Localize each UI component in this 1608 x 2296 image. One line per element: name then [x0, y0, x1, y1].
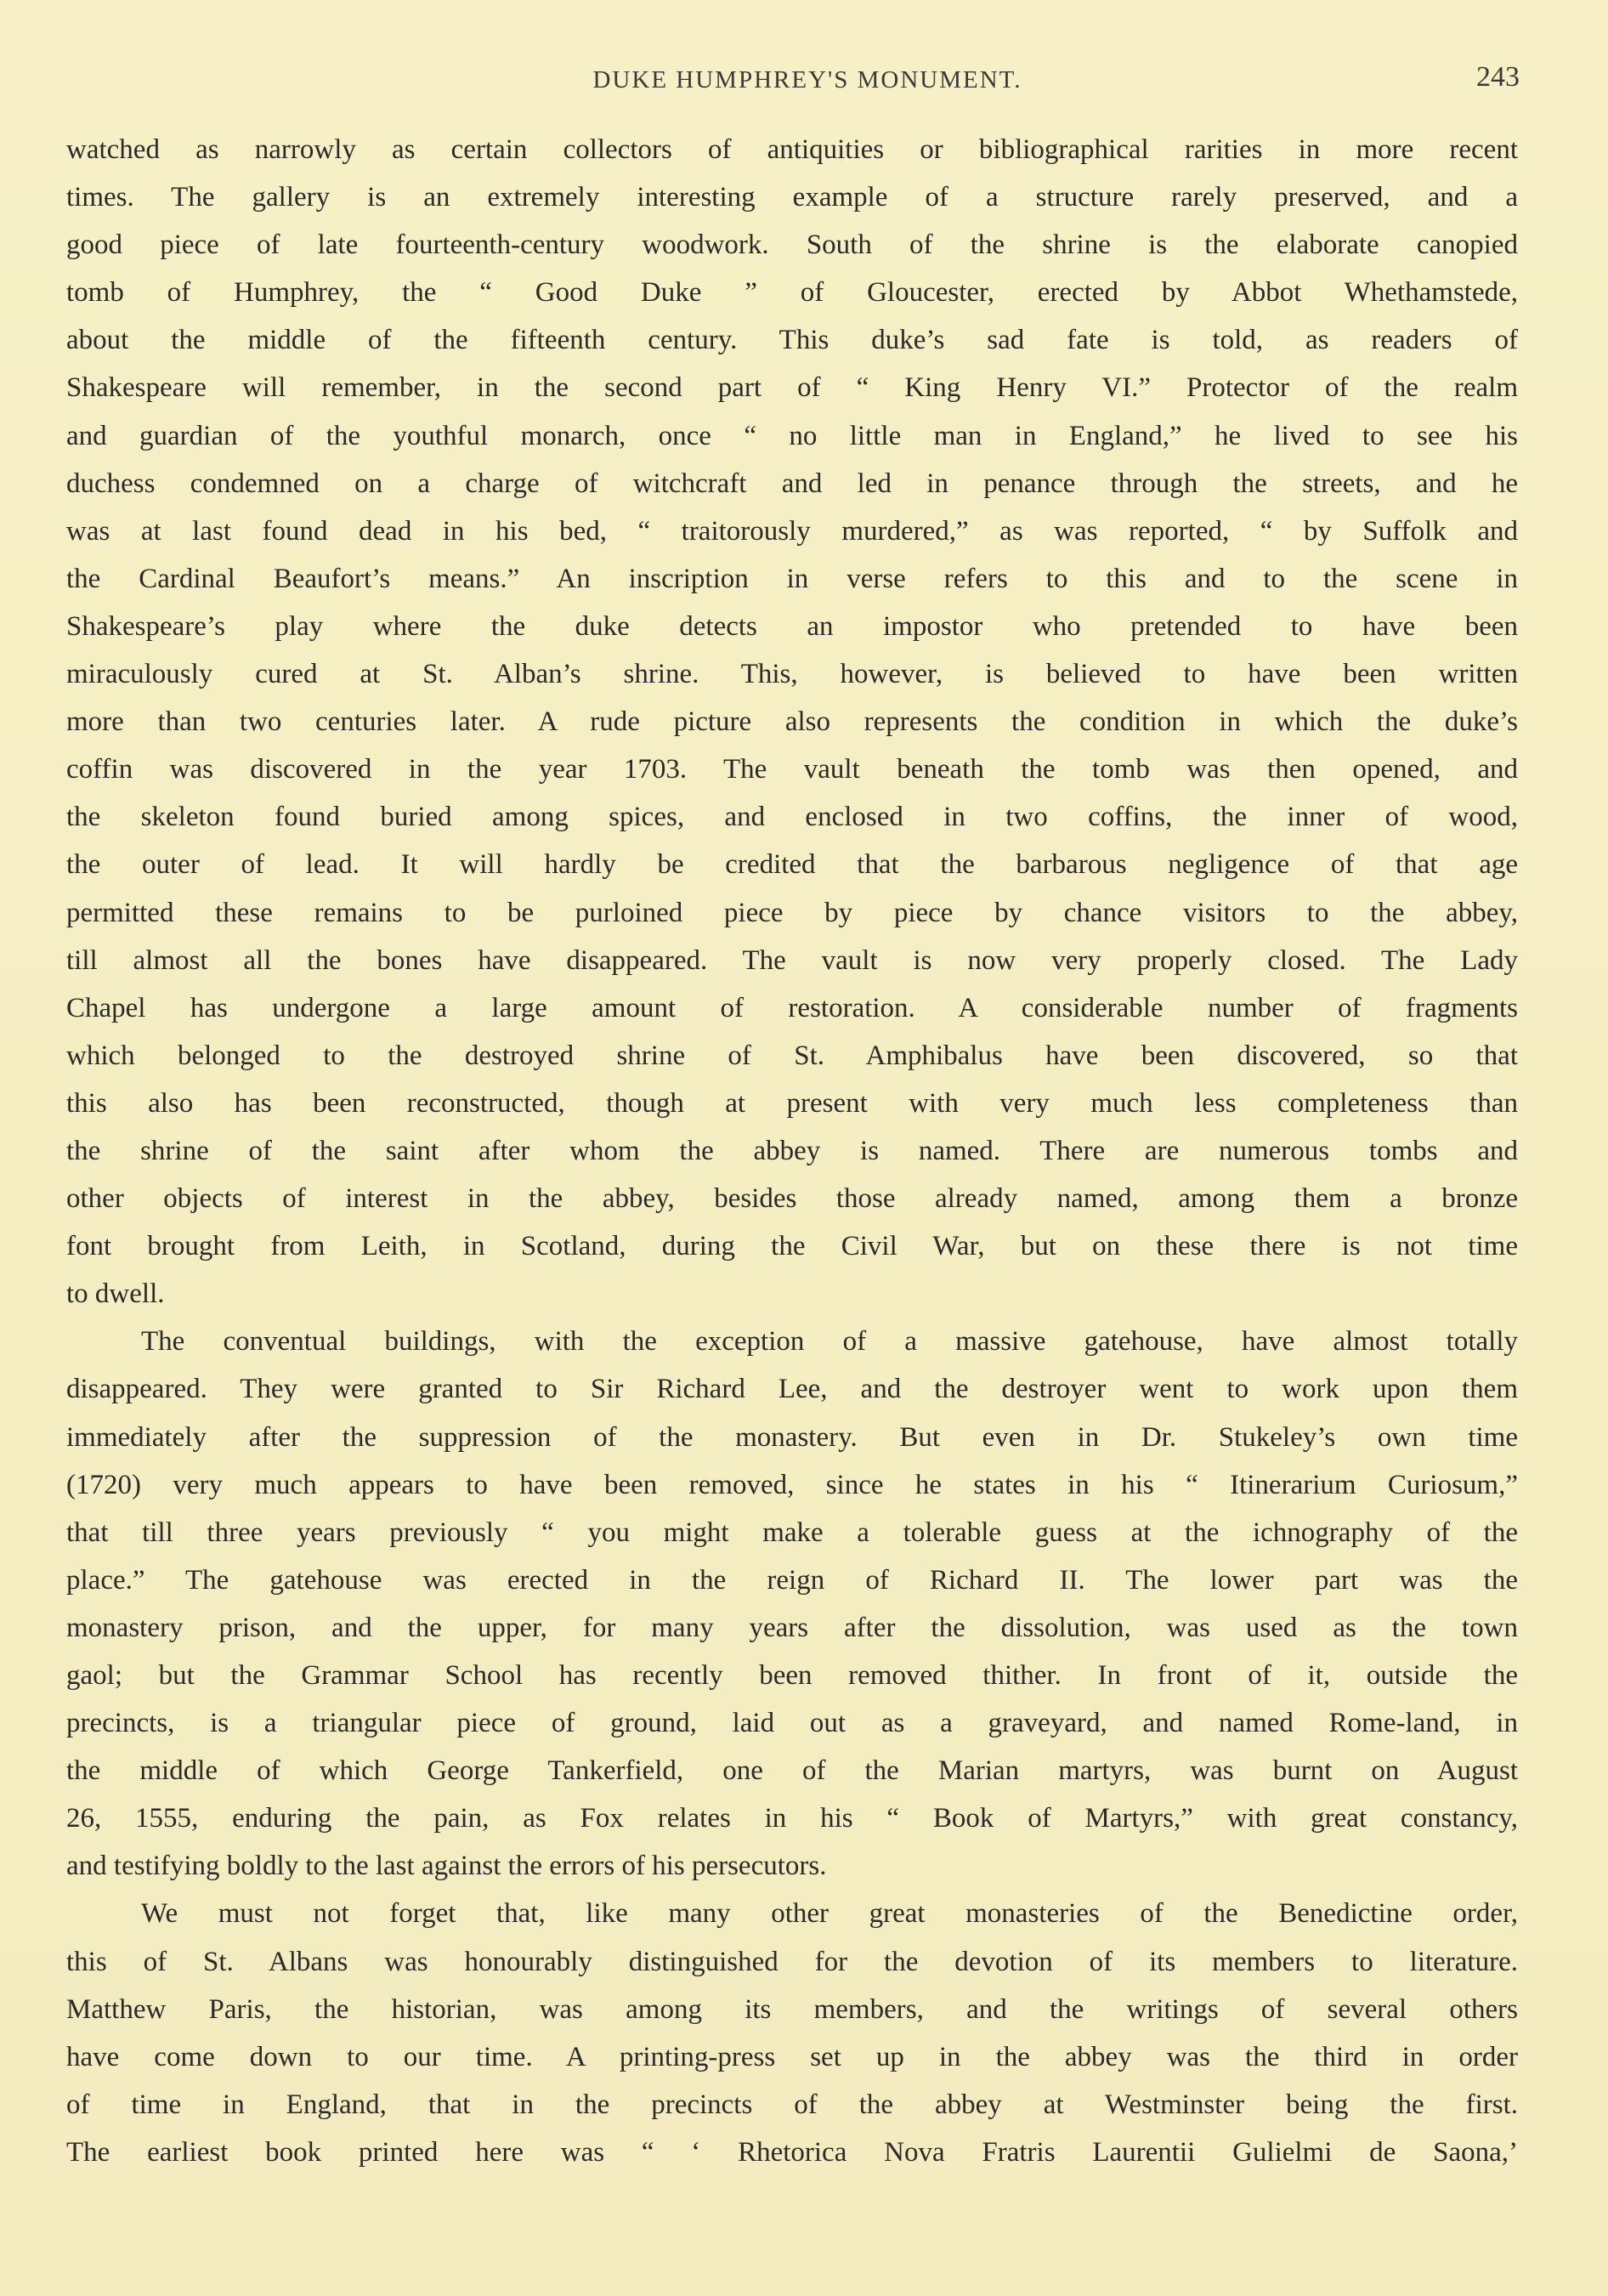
text-line: disappeared. They were granted to Sir Richard Lee, and the destroyer went to work upon them [66, 1374, 1518, 1405]
text-line: monastery prison, and the upper, for many years after the dissolution, was used as the town [66, 1612, 1518, 1643]
text-line: duchess condemned on a charge of witchcraft and led in penance through the streets, and he [66, 468, 1518, 499]
text-line: was at last found dead in his bed, “ traitorously murdered,” as was reported, “ by Suffolk and [66, 515, 1518, 547]
text-line: till almost all the bones have disappeared. The vault is now very properly closed. The Lady [66, 944, 1518, 976]
text-line: other objects of interest in the abbey, besides those already named, among them a bronze [66, 1183, 1518, 1215]
text-line: coffin was discovered in the year 1703. The vault beneath the tomb was then opened, and [66, 754, 1518, 785]
running-title: DUKE HUMPHREY'S MONUMENT. [592, 66, 1022, 94]
text-line: and guardian of the youthful monarch, once “ no little man in England,” he lived to see his [66, 420, 1518, 451]
text-line: The conventual buildings, with the exception of a massive gatehouse, have almost totally [141, 1326, 1518, 1358]
text-line: (1720) very much appears to have been removed, since he states in his “ Itinerarium Curiosum,” [66, 1469, 1518, 1500]
text-line: precincts, is a triangular piece of ground, laid out as a graveyard, and named Rome-land, in [66, 1708, 1518, 1739]
text-line: place.” The gatehouse was erected in the reign of Richard II. The lower part was the [66, 1564, 1518, 1596]
text-line: font brought from Leith, in Scotland, during the Civil War, but on these there is not time [66, 1231, 1518, 1262]
text-line: permitted these remains to be purloined piece by piece by chance visitors to the abbey, [66, 897, 1518, 928]
text-line: the outer of lead. It will hardly be credited that the barbarous negligence of that age [66, 849, 1518, 881]
text-line: which belonged to the destroyed shrine of St. Amphibalus have been discovered, so that [66, 1040, 1518, 1071]
page-number: 243 [1476, 61, 1520, 93]
text-line: that till three years previously “ you might make a tolerable guess at the ichnography of the [66, 1516, 1518, 1548]
text-line: the skeleton found buried among spices, and enclosed in two coffins, the inner of wood, [66, 802, 1518, 833]
paragraph [66, 1318, 1518, 1890]
text-line: Matthew Paris, the historian, was among its members, and the writings of several others [66, 1993, 1518, 2025]
text-line: times. The gallery is an extremely interesting example of a structure rarely preserved, and a [66, 182, 1518, 213]
text-line: miraculously cured at St. Alban’s shrine. This, however, is believed to have been written [66, 659, 1518, 690]
text-line: Shakespeare’s play where the duke detects an impostor who pretended to have been [66, 610, 1518, 642]
paragraph [66, 126, 1518, 1318]
text-line: good piece of late fourteenth-century woodwork. South of the shrine is the elaborate canopied [66, 230, 1518, 261]
text-line: have come down to our time. A printing-press set up in the abbey was the third in order [66, 2041, 1518, 2072]
text-line: watched as narrowly as certain collectors of antiquities or bibliographical rarities in more recent [66, 134, 1518, 165]
body-text [66, 126, 1518, 2176]
text-line: the shrine of the saint after whom the abbey is named. There are numerous tombs and [66, 1135, 1518, 1166]
text-line: tomb of Humphrey, the “ Good Duke ” of Gloucester, erected by Abbot Whethamstede, [66, 277, 1518, 309]
text-line: to dwell. [66, 1278, 165, 1310]
text-line: of time in England, that in the precincts of the abbey at Westminster being the first. [66, 2089, 1518, 2120]
text-line: Shakespeare will remember, in the second part of “ King Henry VI.” Protector of the realm [66, 372, 1518, 404]
text-line: this of St. Albans was honourably distinguished for the devotion of its members to literature. [66, 1946, 1518, 1977]
text-line: The earliest book printed here was “ ‘ Rhetorica Nova Fratris Laurentii Gulielmi de Saona,’ [66, 2136, 1518, 2168]
text-line: We must not forget that, like many other great monasteries of the Benedictine order, [141, 1898, 1518, 1930]
text-line: about the middle of the fifteenth century. This duke’s sad fate is told, as readers of [66, 325, 1518, 356]
text-line: this also has been reconstructed, though at present with very much less completeness than [66, 1087, 1518, 1119]
text-line: and testifying boldly to the last against the errors of his persecutors. [66, 1851, 827, 1882]
text-line: the Cardinal Beaufort’s means.” An inscription in verse refers to this and to the scene in [66, 563, 1518, 594]
text-line: Chapel has undergone a large amount of restoration. A considerable number of fragments [66, 992, 1518, 1023]
text-line: gaol; but the Grammar School has recently been removed thither. In front of it, outside the [66, 1660, 1518, 1691]
text-line: immediately after the suppression of the monastery. But even in Dr. Stukeley’s own time [66, 1421, 1518, 1453]
paragraph [66, 1890, 1518, 2176]
text-line: more than two centuries later. A rude picture also represents the condition in which the duke’s [66, 706, 1518, 738]
text-line: 26, 1555, enduring the pain, as Fox relates in his “ Book of Martyrs,” with great constancy, [66, 1803, 1518, 1834]
text-line: the middle of which George Tankerfield, one of the Marian martyrs, was burnt on August [66, 1755, 1518, 1787]
